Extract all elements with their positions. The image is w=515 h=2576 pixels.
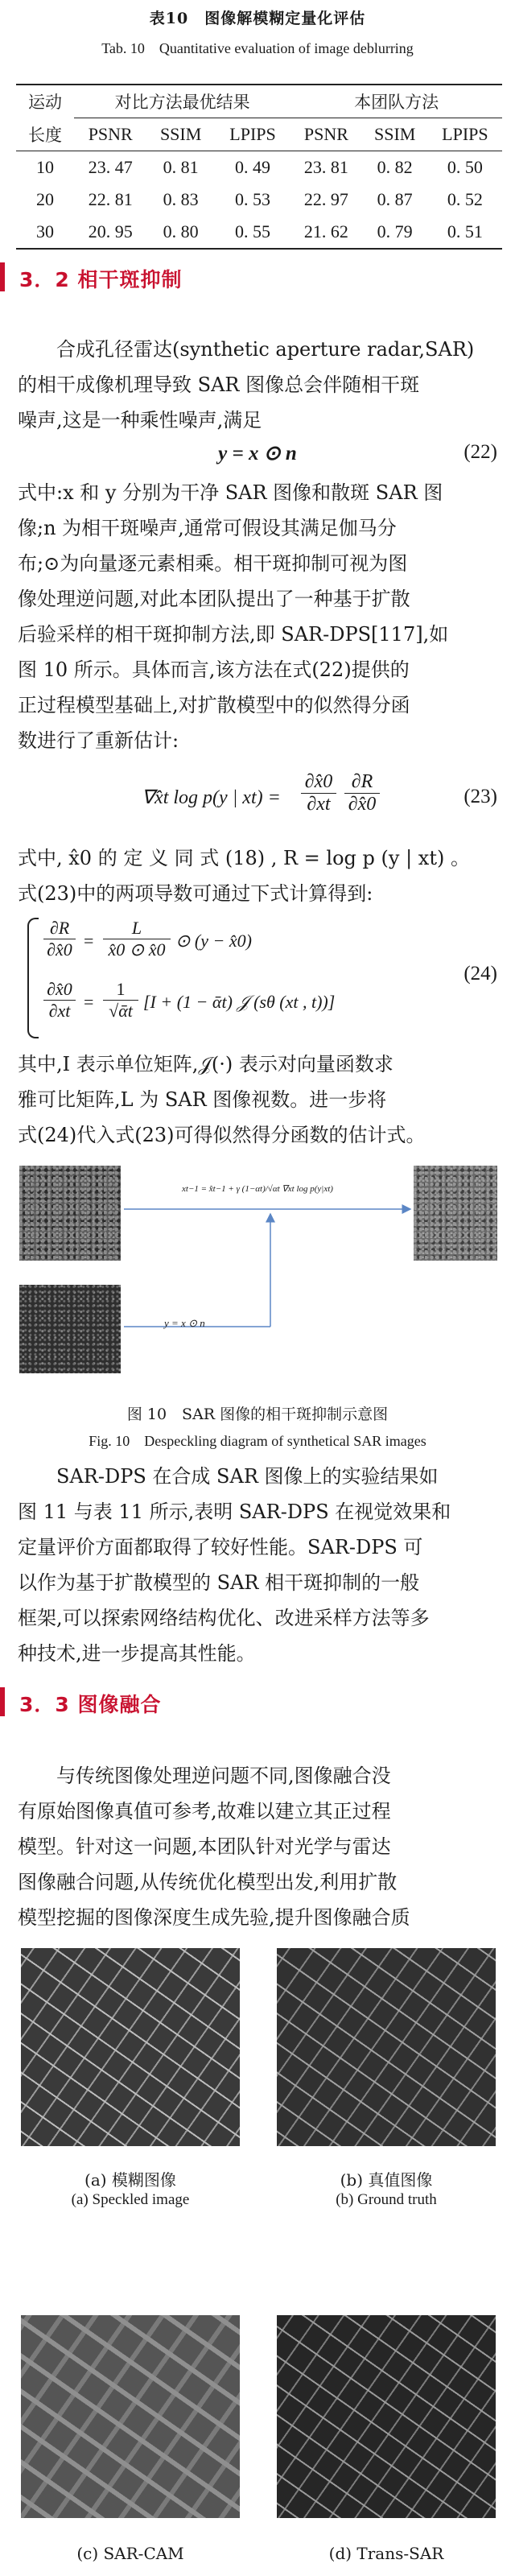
group-header-a: 对比方法最优结果 (74, 85, 290, 118)
section-marker (0, 1687, 5, 1716)
eq23-lhs: ∇x̂t log p(y | xt) = (142, 787, 281, 808)
section-title: 3．3 图像融合 (19, 1693, 162, 1716)
table-row (16, 151, 502, 184)
fraction-denominator: x̂0 ⊙ x̂0 (108, 939, 166, 960)
text-line: 其中,I 表示单位矩阵,𝒥(·) 表示对向量函数求 (18, 1053, 393, 1075)
speckled-image (21, 1948, 240, 2146)
fraction-numerator: L (103, 918, 171, 939)
fraction-numerator: ∂R (43, 918, 76, 939)
table-cell: 0. 87 (377, 189, 413, 209)
text-line: 式(23)中的两项导数可通过下式计算得到: (18, 882, 373, 905)
table-cell: 0. 83 (163, 189, 199, 209)
fraction-denominator: ∂x̂0 (47, 939, 72, 960)
metric-header: PSNR (303, 124, 348, 144)
metric-header: LPIPS (229, 124, 276, 144)
subcaption-b-zh: (b) 真值图像 (340, 2170, 433, 2190)
fraction-numerator: ∂R (344, 771, 380, 794)
text-line: 式(24)代入式(23)可得似然得分函数的估计式。 (18, 1124, 426, 1146)
figure-10-caption-en: Fig. 10 Despeckling diagram of synthetical SAR images (89, 1433, 426, 1449)
table-cell: 0. 51 (447, 221, 483, 242)
fraction-denominator: ∂xt (307, 794, 331, 815)
table-cell: 0. 52 (447, 189, 483, 209)
speckled-input-image (19, 1166, 121, 1261)
table-title-en: Tab. 10 Quantitative evaluation of image deblurring (101, 40, 414, 56)
fraction-denominator: ∂xt (48, 1001, 71, 1021)
despeckled-output-image (414, 1166, 497, 1261)
text-line: 雅可比矩阵,L 为 SAR 图像视数。进一步将 (18, 1088, 387, 1111)
text-line: 定量评价方面都取得了较好性能。SAR-DPS 可 (18, 1536, 423, 1558)
subcaption-a-en: (a) Speckled image (71, 2191, 190, 2208)
col-motion-2: 长度 (28, 125, 62, 145)
text-line: 数进行了重新估计: (18, 729, 179, 752)
brace (27, 918, 39, 1038)
subcaption-b-en: (b) Ground truth (336, 2191, 437, 2208)
eq24-r2-lhs (43, 979, 76, 1022)
figure-10-bottom-formula: y = x ⊙ n (164, 1317, 205, 1329)
paragraph-image-fusion (18, 1758, 497, 1935)
metric-header: SSIM (373, 124, 416, 144)
text-line: 正过程模型基础上,对扩散模型中的似然得分函 (18, 694, 410, 716)
table-cell: 10 (36, 157, 54, 177)
figure-10-caption-zh: 图 10 SAR 图像的相干斑抑制示意图 (126, 1406, 389, 1423)
paragraph-eq24-explain (18, 1046, 497, 1153)
col-motion-1: 运动 (28, 93, 62, 113)
text-line: 的相干成像机理导致 SAR 图像总会伴随相干斑 (18, 374, 420, 396)
eq24-r2-frac (103, 979, 138, 1022)
paragraph-sar-dps-results (18, 1459, 497, 1671)
subcaption-c: (c) SAR-CAM (76, 2544, 184, 2563)
text-line: 模型挖掘的图像深度生成先验,提升图像融合质 (18, 1906, 410, 1929)
fraction-numerator: ∂x̂0 (43, 979, 76, 1001)
paragraph-sar-dps (18, 475, 497, 758)
text-line: 图像融合问题,从传统优化模型出发,利用扩散 (18, 1871, 398, 1893)
eq24-r1-tail: ⊙ (y − x̂0) (175, 931, 252, 951)
text-line: 布;⊙为向量逐元素相乘。相干斑抑制可视为图 (18, 552, 408, 575)
metric-header: LPIPS (442, 124, 488, 144)
text-line: 后验采样的相干斑抑制方法,即 SAR-DPS[117],如 (18, 623, 449, 646)
text-line: 有原始图像真值可参考,故难以建立其正过程 (18, 1800, 391, 1823)
table-cell: 23. 81 (303, 157, 348, 177)
table-title-zh: 表10 图像解模糊定量化评估 (149, 10, 366, 27)
equation-23 (142, 771, 383, 828)
fraction-denominator: ∂x̂0 (348, 794, 377, 815)
subcaption-d: (d) Trans-SAR (328, 2544, 444, 2563)
section-heading-3-2 (0, 259, 515, 296)
section-title: 3．2 相干斑抑制 (19, 268, 183, 291)
eq24-r2-equals: = (84, 992, 94, 1012)
table-cell: 0. 81 (163, 157, 199, 177)
clean-sar-image (19, 1285, 121, 1373)
eq24-r1-lhs (43, 918, 76, 960)
table-cell: 0. 50 (447, 157, 483, 177)
text-line: 像处理逆问题,对此本团队提出了一种基于扩散 (18, 588, 410, 610)
text-line: 噪声,这是一种乘性噪声,满足 (18, 409, 262, 431)
metric-header: PSNR (88, 124, 133, 144)
eq23-fraction-2 (344, 771, 380, 815)
table-cell: 23. 47 (88, 157, 133, 177)
table-cell: 21. 62 (303, 221, 348, 242)
subcaption-a-zh: (a) 模糊图像 (84, 2170, 176, 2190)
table-row (16, 184, 502, 216)
fraction-numerator: 1 (103, 979, 138, 1001)
table-cell: 30 (36, 221, 54, 242)
eq24-r2-tail: [I + (1 − ᾱt) 𝒥 (sθ (xt , t))] (143, 992, 336, 1012)
paragraph-eq23-explain (18, 840, 497, 911)
table-cell: 22. 97 (303, 189, 348, 209)
table-row (16, 216, 502, 249)
text-line: SAR-DPS 在合成 SAR 图像上的实验结果如 (18, 1465, 439, 1488)
eq24-r1-frac (103, 918, 171, 960)
eq24-r1-equals: = (84, 931, 94, 951)
text-line: 合成孔径雷达(synthetic aperture radar,SAR) (18, 338, 475, 361)
eq23-fraction-1 (301, 771, 336, 815)
table-10 (16, 84, 502, 250)
fraction-denominator: √ᾱt (109, 1001, 133, 1021)
text-line: 框架,可以探索网络结构优化、改进采样方法等多 (18, 1607, 430, 1629)
trans-sar-result-image (277, 2315, 496, 2518)
table-cell: 0. 79 (377, 221, 413, 242)
table-cell: 0. 55 (235, 221, 271, 242)
equation-22: y = x ⊙ n (218, 443, 297, 464)
figure-10 (19, 1159, 499, 1378)
section-heading-3-3 (0, 1684, 515, 1721)
equation-number-22: (22) (464, 441, 497, 463)
table-cell: 20. 95 (88, 221, 133, 242)
text-line: 图 11 与表 11 所示,表明 SAR-DPS 在视觉效果和 (18, 1501, 451, 1523)
sar-cam-result-image (21, 2315, 240, 2518)
text-line: 式中:x 和 y 分别为干净 SAR 图像和散斑 SAR 图 (18, 481, 443, 504)
table-cell: 0. 53 (235, 189, 271, 209)
equation-number-23: (23) (464, 786, 497, 807)
text-line: 以作为基于扩散模型的 SAR 相干斑抑制的一般 (18, 1571, 420, 1594)
text-line: 图 10 所示。具体而言,该方法在式(22)提供的 (18, 658, 410, 681)
table-cell: 22. 81 (88, 189, 133, 209)
fraction-numerator: ∂x̂0 (301, 771, 336, 794)
equation-number-24: (24) (464, 963, 497, 985)
ground-truth-image (277, 1948, 496, 2146)
text-line: 种技术,进一步提高其性能。 (18, 1642, 256, 1665)
metric-header: SSIM (159, 124, 202, 144)
table-cell: 20 (36, 189, 54, 209)
table-cell: 0. 82 (377, 157, 413, 177)
figure-10-top-formula: xt−1 = x̂t−1 + γ (1−αt)/√αt ∇xt log p(y|xt) (182, 1184, 333, 1194)
text-line: 式中, x̂0 的 定 义 同 式 (18) , R = log p (y | xt) 。 (18, 847, 470, 869)
text-line: 像;n 为相干斑噪声,通常可假设其满足伽马分 (18, 517, 397, 539)
table-cell: 0. 80 (163, 221, 199, 242)
text-line: 与传统图像处理逆问题不同,图像融合没 (18, 1765, 391, 1787)
text-line: 模型。针对这一问题,本团队针对光学与雷达 (18, 1835, 391, 1858)
group-header-b: 本团队方法 (290, 85, 502, 118)
equation-24 (27, 918, 430, 1038)
table-cell: 0. 49 (235, 157, 271, 177)
section-marker (0, 262, 5, 291)
paragraph-sar-intro (18, 332, 497, 438)
